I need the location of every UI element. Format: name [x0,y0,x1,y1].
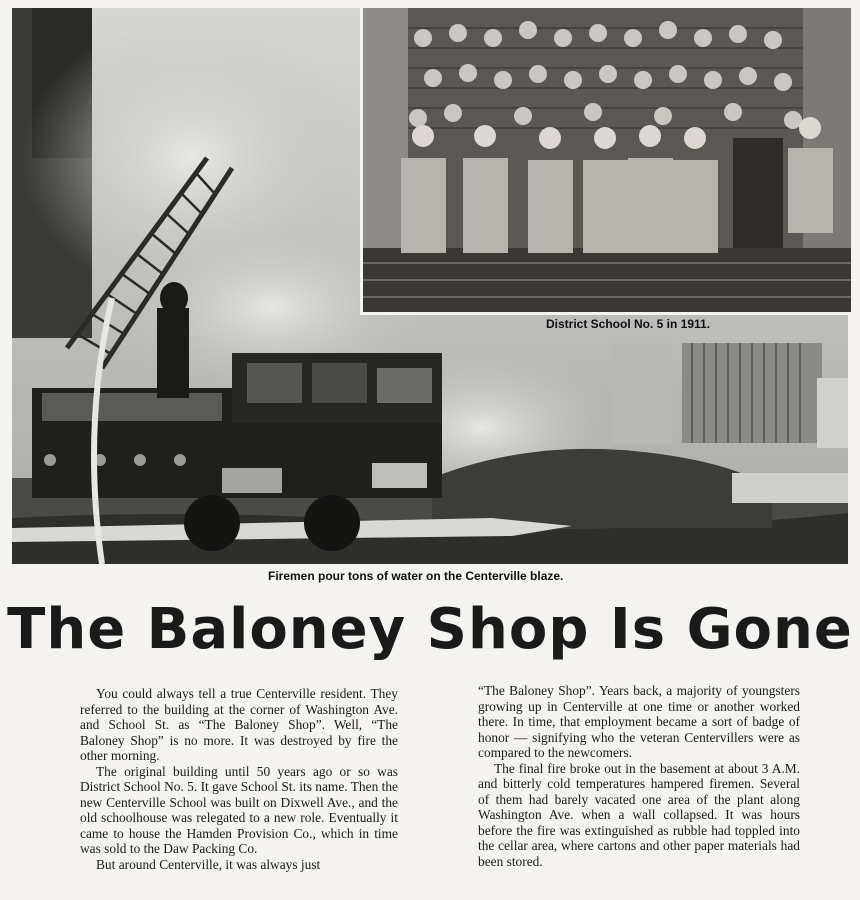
paragraph: The final fire broke out in the basement at about 3 A.M. and bitterly cold temperatures hampered firemen. Several of them had barely vacated one area of the plant along Washington Ave. when a wall collapsed. It was hours before the fire was extinguished as rubble had toppled into the cellar area, where cartons and other paper materials had been stored. [478,760,800,869]
school-photo-caption: District School No. 5 in 1911. [546,317,711,331]
school-class-photo [360,8,851,315]
fire-photo-caption: Firemen pour tons of water on the Centerville blaze. [268,569,564,583]
article-column-left [80,686,398,872]
paragraph: You could always tell a true Centerville resident. They referred to the building at the corner of Washington Ave. and School St. as “The Baloney Shop”. Well, “The Baloney Shop” is no more. It was destroyed by fire the other morning. [80,686,398,763]
headline: The Baloney Shop Is Gone [7,597,853,662]
paragraph: “The Baloney Shop”. Years back, a majority of youngsters growing up in Centerville at one time or another worked there. In time, that employment became a sort of badge of honor — signifying who the veteran Centervillers were as compared to the newcomers. [478,683,800,760]
paragraph: But around Centerville, it was always just [96,856,321,872]
article-column-right [478,683,800,869]
school-photo-image [363,8,851,312]
paragraph: The original building until 50 years ago or so was District School No. 5. It gave School St. its name. Then the new Centerville School was built on Dixwell Ave., and the old schoolhouse was relegated to a new role. Eventually it came to house the Hamden Provision Co., which in time was sold to the Daw Packing Co. [80,763,398,856]
